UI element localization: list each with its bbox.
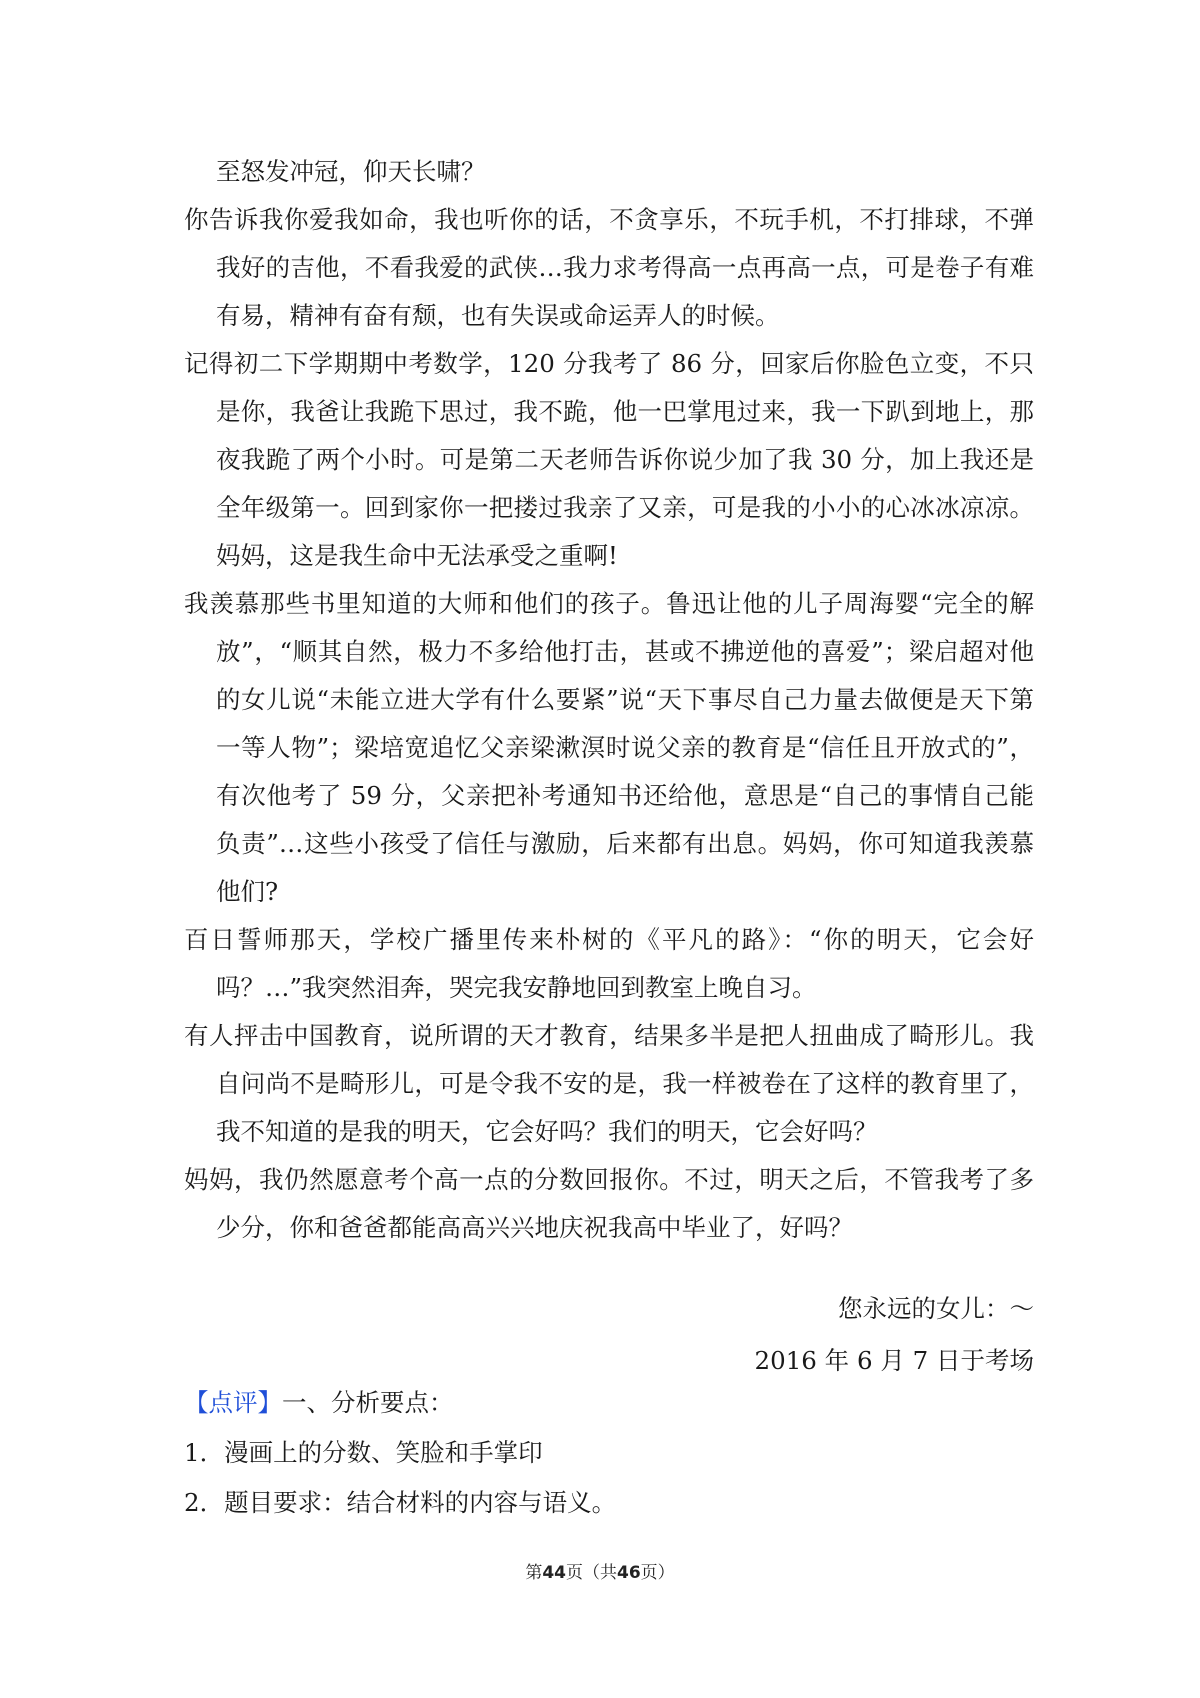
comment-heading-text: 一、分析要点：: [282, 1388, 454, 1417]
signature-block: [755, 1283, 1034, 1387]
footer-page-number: 44: [542, 1563, 566, 1583]
footer-total-pages: 46: [617, 1563, 641, 1583]
paragraph: 至怒发冲冠，仰天长啸？: [216, 157, 486, 186]
paragraph: 有人抨击中国教育，说所谓的天才教育，结果多半是把人扭曲成了畸形儿。我自问尚不是畸形儿，可是令我不安的是，我一样被卷在了这样的教育里了，我不知道的是我的明天，它会好吗？我们的明天，它会好吗？: [184, 1021, 1034, 1146]
signature-name: 您永远的女儿：～: [838, 1294, 1034, 1323]
paragraph: 百日誓师那天，学校广播里传来朴树的《平凡的路》：“你的明天，它会好吗？…”我突然泪奔，哭完我安静地回到教室上晚自习。: [184, 925, 1034, 1002]
paragraph: 记得初二下学期期中考数学，120 分我考了 86 分，回家后你脸色立变，不只是你，我爸让我跪下思过，我不跪，他一巴掌甩过来，我一下趴到地上，那夜我跪了两个小时。可是第二天老师告诉你说少加了我 30 分，加上我还是全年级第一。回到家你一把搂过我亲了又亲，可是我的小小的心冰冰凉凉。妈妈，这是我生命中无法承受之重啊!: [184, 349, 1034, 570]
comment-heading: [184, 1378, 616, 1428]
paragraph: 妈妈，我仍然愿意考个高一点的分数回报你。不过，明天之后，不管我考了多少分，你和爸爸都能高高兴兴地庆祝我高中毕业了，好吗？: [184, 1165, 1034, 1242]
page-footer: [0, 1558, 1200, 1583]
paragraph: 我羡慕那些书里知道的大师和他们的孩子。鲁迅让他的儿子周海婴“完全的解放”，“顺其自然，极力不多给他打击，甚或不拂逆他的喜爱”；梁启超对他的女儿说“未能立进大学有什么要紧”说“天下事尽自己力量去做便是天下第一等人物”；梁培宽追忆父亲梁漱溟时说父亲的教育是“信任且开放式的”，有次他考了 59 分，父亲把补考通知书还给他，意思是“自己的事情自己能负责”…这些小孩受了信任与激励，后来都有出息。妈妈，你可知道我羡慕他们?: [184, 589, 1034, 906]
footer-suffix: 页）: [640, 1563, 675, 1583]
comment-section: [184, 1378, 616, 1528]
comment-item: 1．漫画上的分数、笑脸和手掌印: [184, 1438, 543, 1467]
comment-item: 2．题目要求：结合材料的内容与语义。: [184, 1488, 617, 1517]
footer-prefix: 第: [525, 1563, 543, 1583]
paragraph: 你告诉我你爱我如命，我也听你的话，不贪享乐，不玩手机，不打排球，不弹我好的吉他，不看我爱的武侠…我力求考得高一点再高一点，可是卷子有难有易，精神有奋有颓，也有失误或命运弄人的时候。: [184, 205, 1034, 330]
letter-body: [184, 148, 1034, 1252]
footer-middle: 页（共: [566, 1563, 617, 1583]
comment-bracket-label: 【点评】: [184, 1388, 282, 1417]
signature-date: 2016 年 6 月 7 日于考场: [754, 1346, 1034, 1375]
